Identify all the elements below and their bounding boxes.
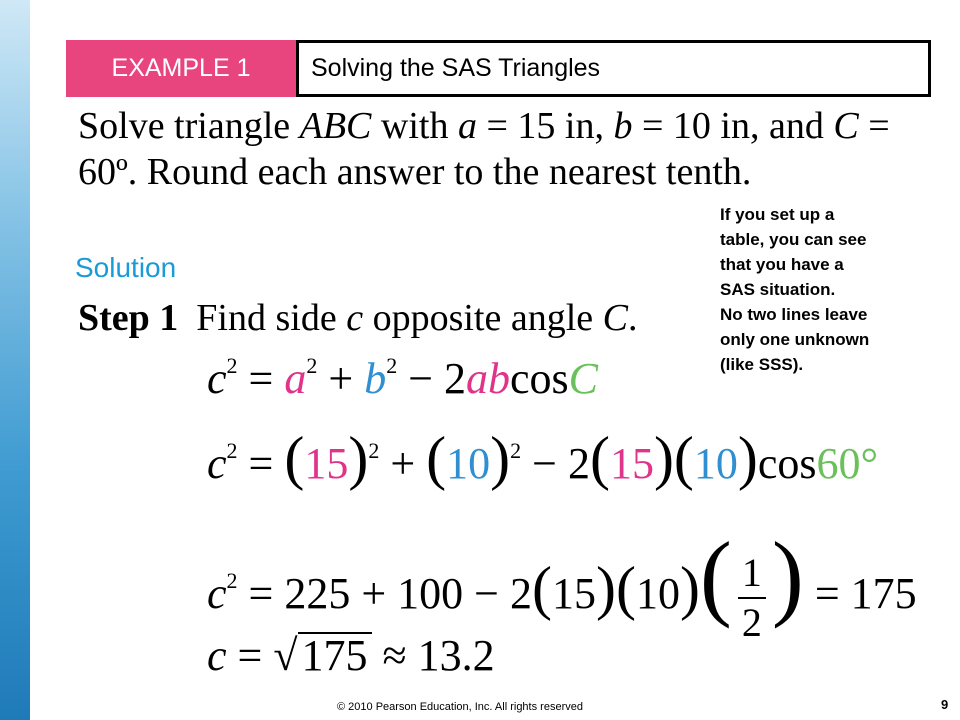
page-number: 9 [941,697,949,712]
equation-evaluation: $c^2 = 225 + 100 - 2(15)(10)$( $\frac{1}{2}$ ) = 175 [207,522,917,645]
equation-result: c = √175 ≈ 13.2 [207,631,495,680]
example-title-box [296,40,931,97]
fraction-one-half: $\frac{1}{2}$ [736,553,768,643]
step-1: Step 1 Find side c opposite angle C. [78,297,638,339]
equation-law-of-cosines: $c^2 = a^2 + b^2 - 2abcosC$ [207,353,599,403]
example-title: Solving the SAS Triangles [311,54,601,82]
copyright-footer: © 2010 Pearson Education, Inc. All rights reserved [337,701,583,713]
problem-statement: Solve triangle ABC with a = 15 in, b = 10 in, and C = 60º. Round each answer to the nearest tenth. [78,105,890,193]
equation-substitution: $c^2 = (15)^2 + (10)^2 - 2(15)(10)\cos 60^\circ$ [207,425,879,491]
side-note: If you set up a table, you can see that you have a SAS situation. No two lines leave only one unknown (like SSS). [720,205,870,374]
step-label: Step 1 [78,297,179,339]
left-gradient-bar [0,0,30,720]
solution-label: Solution [75,252,177,283]
example-tab: EXAMPLE 1 [66,40,296,97]
